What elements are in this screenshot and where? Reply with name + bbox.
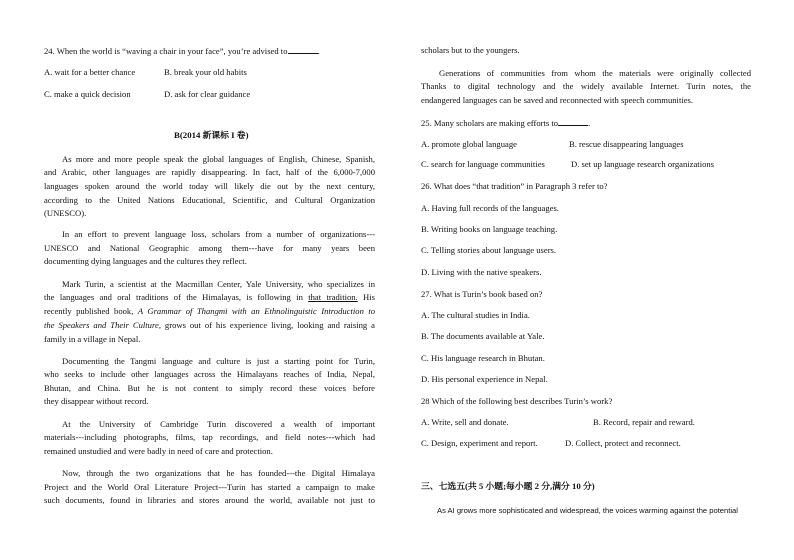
answer-blank[interactable]	[288, 45, 318, 54]
q24-option-a[interactable]: A. wait for a better chance	[44, 67, 136, 77]
para1-line: according to the United Nations Educational, Scientific, and Cultural Organization	[44, 195, 375, 205]
para7-line: endangered languages can be saved and reconnected with speech communities.	[421, 95, 694, 105]
q27-question: 27. What is Turin’s book based on?	[421, 289, 543, 299]
para2-line: In an effort to prevent language loss, scholars from a number of organizations---	[62, 229, 375, 239]
para1-line: and Arabic, other languages are rapidly disappearing. In fact, half of the 6,000-7,000	[44, 167, 375, 177]
para3-line: recently published book, A Grammar of Thangmi with an Ethnolinguistic Introduction to	[44, 306, 376, 316]
para6-line: Project and the World Oral Literature Project---Turin has started a campaign to make	[44, 482, 375, 492]
answer-blank[interactable]	[558, 117, 588, 126]
q25-option-d[interactable]: D. set up language research organizations	[571, 159, 715, 169]
q28-options-row2	[421, 438, 681, 449]
para2-line: UNESCO and National Geographic among them---have for many years been	[44, 243, 375, 253]
para4-line: who seeks to include other languages across the Himalayans reaches of India, Nepal,	[44, 369, 375, 379]
q27-option-c[interactable]: C. His language research in Bhutan.	[421, 353, 545, 363]
para7-line: Thanks to digital technology and the widely available Internet. Turin notes, the	[421, 81, 751, 91]
q25-options-row2	[421, 159, 715, 170]
q26-option-d[interactable]: D. Living with the native speakers.	[421, 267, 542, 277]
q25-question: 25. Many scholars are making efforts to .	[421, 118, 591, 128]
para1-line: As more and more people speak the global languages of English, Chinese, Spanish,	[62, 154, 375, 164]
para3-line: family in a village in Nepal.	[44, 334, 141, 344]
q28-option-d[interactable]: D. Collect, protect and reconnect.	[565, 438, 681, 448]
para1-line: languages spoken around the world today will likely die out by the next century,	[44, 181, 375, 191]
section-b-title: B(2014 新课标 I 卷)	[174, 130, 249, 140]
para7-line: Generations of communities from whom the materials were originally collected	[439, 68, 751, 78]
para3-line: Mark Turin, a scientist at the Macmillan Center, Yale University, who specializes in	[62, 279, 375, 289]
para3-line: the languages and oral traditions of the Himalayas, is following in that tradition. His	[44, 292, 375, 302]
section3-title: 三、七选五(共 5 小题;每小题 2 分,满分 10 分)	[421, 481, 595, 491]
para4-line: Bhutan, and China. But he is not content to simply record these voices before	[44, 383, 375, 393]
q28-option-b[interactable]: B. Record, repair and reward.	[593, 417, 695, 427]
para6-continuation: scholars but to the youngers.	[421, 45, 520, 55]
q26-option-a[interactable]: A. Having full records of the languages.	[421, 203, 559, 213]
q27-option-a[interactable]: A. The cultural studies in India.	[421, 310, 530, 320]
q26-option-b[interactable]: B. Writing books on language teaching.	[421, 224, 558, 234]
q24-options-row2	[44, 89, 251, 100]
q26-option-c[interactable]: C. Telling stories about language users.	[421, 245, 557, 255]
q24-option-d[interactable]: D. ask for clear guidance	[164, 89, 251, 99]
para6-line: such documents, found in libraries and stores around the world, available not just to	[44, 495, 375, 505]
q25-option-a[interactable]: A. promote global language	[421, 139, 517, 149]
passage-first-line: As AI grows more sophisticated and widespread, the voices warming against the potential	[437, 506, 738, 515]
q25-option-b[interactable]: B. rescue disappearing languages	[569, 139, 684, 149]
book-title: A Grammar of Thangmi with an Ethnolinguistic Introduction to	[137, 306, 376, 316]
q24-options-row1	[44, 67, 247, 78]
para5-line: remained unstudied and were badly in need of care and protection.	[44, 446, 273, 456]
para2-line: documenting dying languages and the cultures they reflect.	[44, 256, 247, 266]
q24-option-c[interactable]: C. make a quick decision	[44, 89, 131, 99]
q26-question: 26. What does “that tradition” in Paragraph 3 refer to?	[421, 181, 608, 191]
q24-question: 24. When the world is “waving a chair in your face”, you’re advised to .	[44, 46, 320, 56]
that-tradition-underline: that tradition.	[308, 292, 358, 302]
q28-option-a[interactable]: A. Write, sell and donate.	[421, 417, 509, 427]
para5-line: materials---including photographs, films, tap recordings, and field notes---which had	[44, 432, 375, 442]
book-title: the Speakers and Their Culture	[44, 320, 159, 330]
q27-option-b[interactable]: B. The documents available at Yale.	[421, 331, 545, 341]
para4-line: Documenting the Tangmi language and culture is just a starting point for Turin,	[62, 356, 375, 366]
q28-options-row1	[421, 417, 695, 428]
para6-line: Now, through the two organizations that he has founded---the Digital Himalaya	[62, 468, 375, 478]
q24-option-b[interactable]: B. break your old habits	[164, 67, 247, 77]
para3-line: the Speakers and Their Culture, grows out of his experience living, looking and raising a	[44, 320, 375, 330]
q25-options-row1	[421, 139, 684, 150]
para4-line: they disappear without record.	[44, 396, 149, 406]
para5-line: At the University of Cambridge Turin discovered a wealth of important	[62, 419, 375, 429]
q28-question: 28 Which of the following best describes Turin’s work?	[421, 396, 613, 406]
q27-option-d[interactable]: D. His personal experience in Nepal.	[421, 374, 548, 384]
q28-option-c[interactable]: C. Design, experiment and report.	[421, 438, 538, 448]
para1-line: (UNESCO).	[44, 208, 87, 218]
q25-option-c[interactable]: C. search for language communities	[421, 159, 545, 169]
